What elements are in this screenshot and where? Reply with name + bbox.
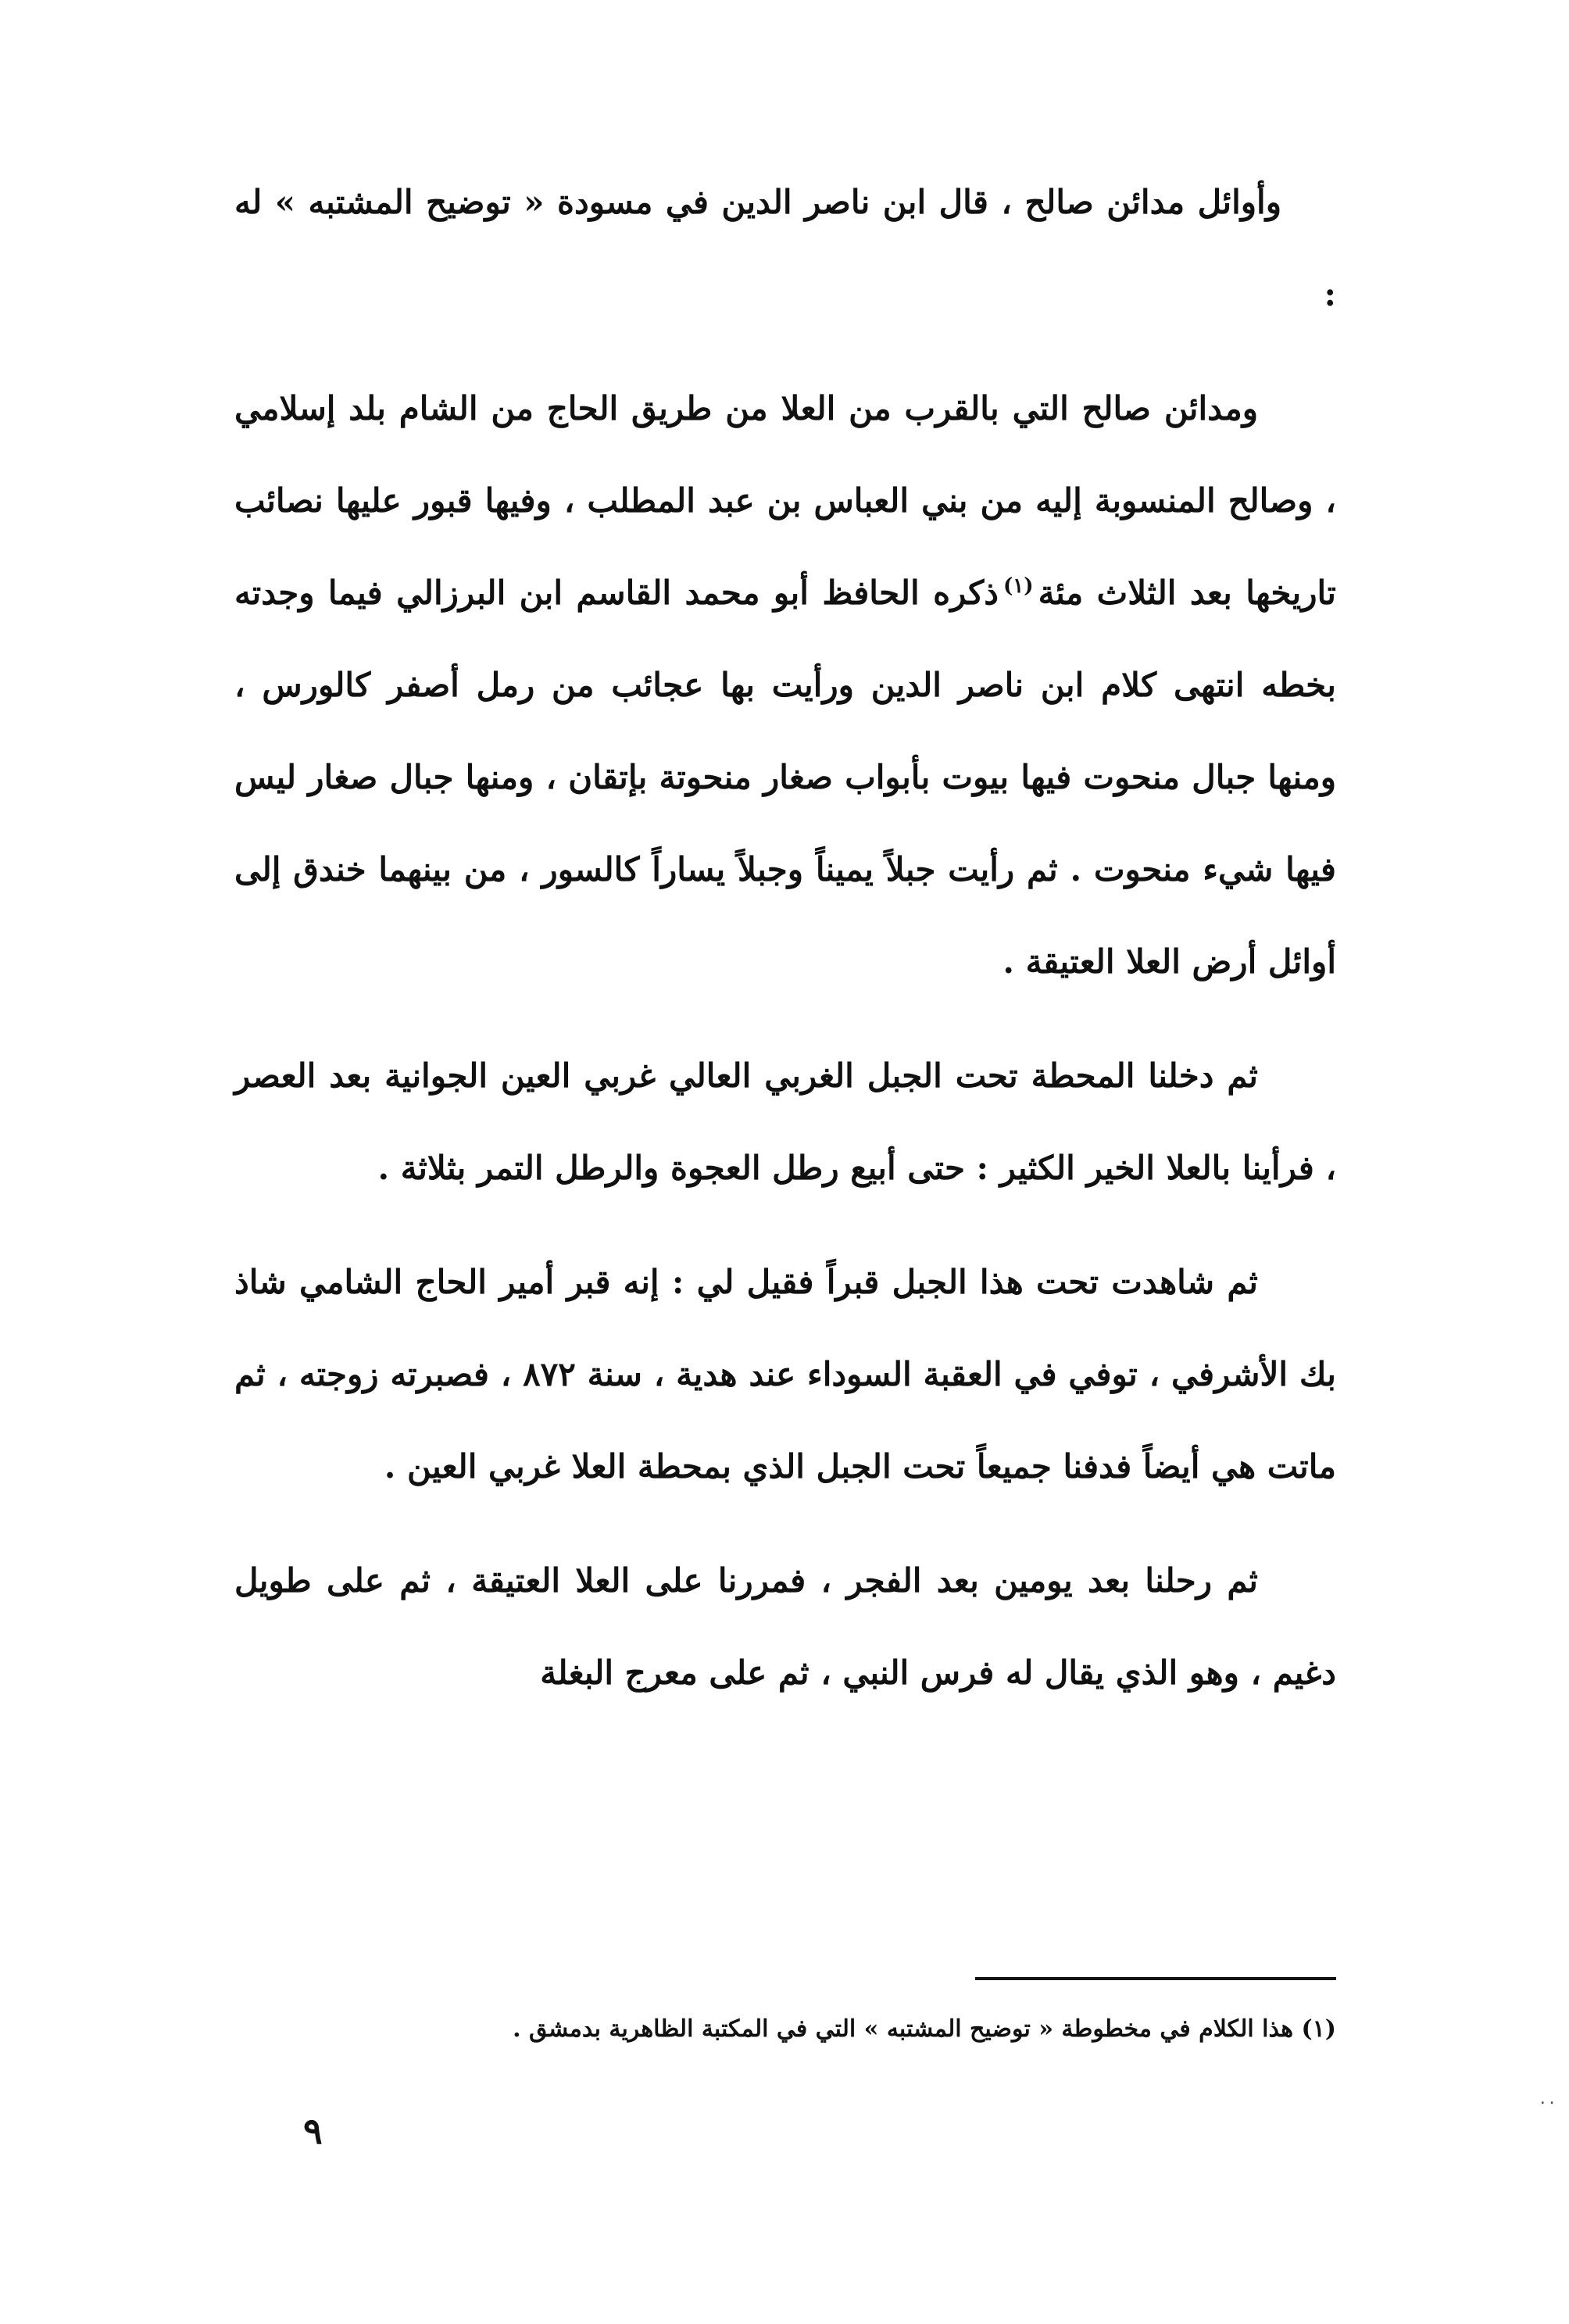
paragraph-1-text: وأوائل مدائن صالح ، قال ابن ناصر الدين في مسودة « توضيح المشتبه » له : <box>234 183 1336 313</box>
paragraph-3 <box>234 1030 1336 1214</box>
paragraph-5 <box>234 1535 1336 1719</box>
paragraph-1 <box>234 156 1336 341</box>
footnote-divider <box>975 1977 1336 1980</box>
footnote-reference: (١) <box>1003 574 1034 598</box>
page-number: ٩ <box>303 2110 323 2152</box>
paragraph-4 <box>234 1236 1336 1513</box>
footnote: (١) هذا الكلام في مخطوطة « توضيح المشتبه » التي في المكتبة الظاهرية بدمشق . <box>513 2015 1336 2043</box>
paragraph-2-text: ومدائن صالح التي بالقرب من العلا من طريق الحاج من الشام بلد إسلامي ، وصالح المنسوبة إليه من بني العباس بن عبد المطلب ، وفيها قبور عليها نصائب تاريخها بعد الثلاث مئة <box>234 389 1336 612</box>
paragraph-3-text: ثم دخلنا المحطة تحت الجبل الغربي العالي غربي العين الجوانية بعد العصر ، فرأينا بالعلا الخير الكثير : حتى أبيع رطل العجوة والرطل التمر بثلاثة . <box>234 1057 1336 1187</box>
paragraph-2 <box>234 363 1336 1008</box>
paragraph-5-text: ثم رحلنا بعد يومين بعد الفجر ، فمررنا على العلا العتيقة ، ثم على طويل دغيم ، وهو الذي يقال له فرس النبي ، ثم على معرج البغلة <box>234 1561 1336 1692</box>
paragraph-2-continuation: ذكره الحافظ أبو محمد القاسم ابن البرزالي فيما وجدته بخطه انتهى كلام ابن ناصر الدين ورأيت بها عجائب من رمل أصفر كالورس ، ومنها جبال منحوت فيها بيوت بأبواب صغار منحوتة بإتقان ، ومنها جبال صغار ليس فيها شيء منحوت . ثم رأيت جبلاً يميناً وجبلاً يساراً كالسور ، من بينهما خندق إلى أوائل أرض العلا العتيقة . <box>234 574 1336 981</box>
corner-mark: ٠٠ <box>1538 2093 1556 2112</box>
main-text <box>234 156 1336 1741</box>
paragraph-4-text: ثم شاهدت تحت هذا الجبل قبراً فقيل لي : إنه قبر أمير الحاج الشامي شاذ بك الأشرفي ، توفي في العقبة السوداء عند هدية ، سنة ٨٧٢ ، فصبرته زوجته ، ثم ماتت هي أيضاً فدفنا جميعاً تحت الجبل الذي بمحطة العلا غربي العين . <box>234 1263 1336 1486</box>
